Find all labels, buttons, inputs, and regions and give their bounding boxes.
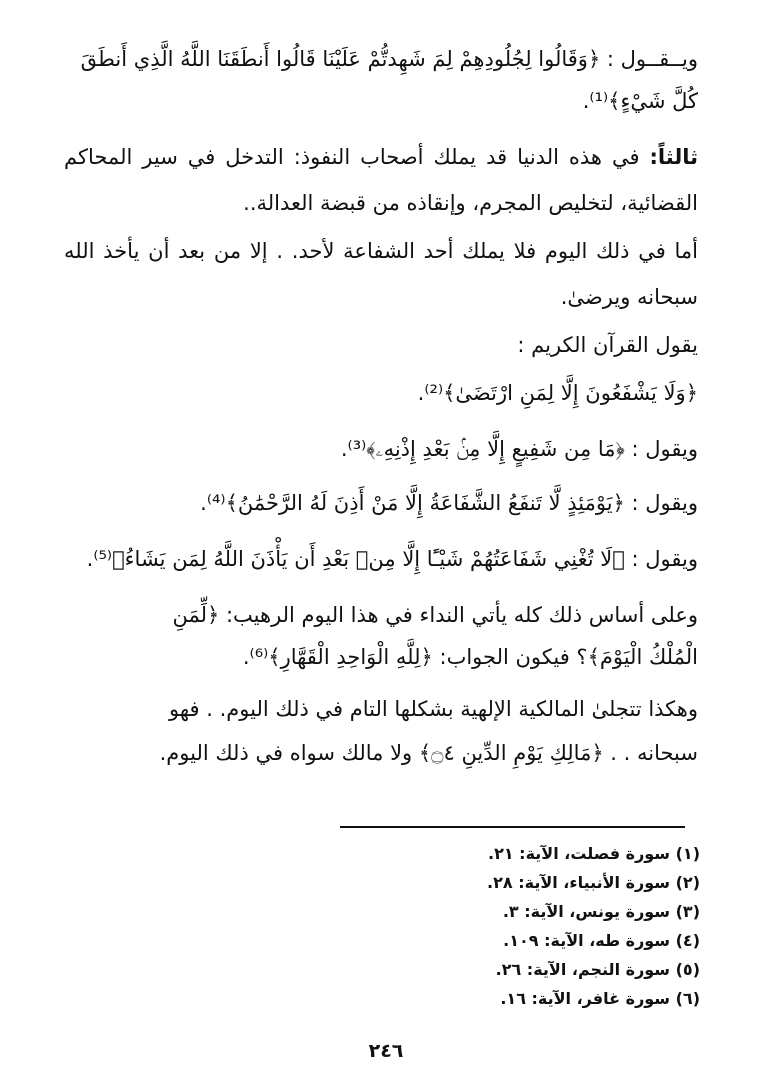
paragraph-that-day: أما في ذلك اليوم فلا يملك أحد الشفاعة لأحد. . إلا من بعد أن يأخذ الله سبحانه ويرضىٰ. [64, 239, 698, 309]
verse-2: ويقول : ﴿مَا مِن شَفِيعٍ إِلَّا مِنۢ بَعْدِ إِذْنِهِۦ﴾⁽³⁾. [340, 437, 698, 461]
paragraph-thirdly [64, 134, 698, 226]
footnote-1: (١) سورة فصلت، الآية: ٢١. [488, 844, 700, 863]
footnote-6: (٦) سورة غافر، الآية: ١٦. [500, 989, 700, 1008]
footnote-3: (٣) سورة يونس، الآية: ٣. [502, 902, 700, 921]
intro-quote-line-2: كُلَّ شَيْءٍ﴾⁽¹⁾. [582, 89, 698, 113]
manifest-line-2: سبحانه . . ﴿مَالِكِ يَوْمِ الدِّينِ ۝٤﴾ ولا مالك سواه في ذلك اليوم. [159, 741, 698, 765]
thirdly-label: ثالثاً: [649, 145, 698, 169]
footnote-2: (٢) سورة الأنبياء، الآية: ٢٨. [487, 873, 700, 892]
manifest-line-1: وهكذا تتجلىٰ المالكية الإلهية بشكلها التام في ذلك اليوم. . فهو [169, 697, 698, 721]
page-number: ٢٤٦ [368, 1040, 404, 1062]
footnote-5: (٥) سورة النجم، الآية: ٢٦. [495, 960, 700, 979]
verse-3: ويقول : ﴿يَوْمَئِذٍ لَّا تَنفَعُ الشَّفَاعَةُ إِلَّا مَنْ أَذِنَ لَهُ الرَّحْمَٰنُ﴾⁽⁴⁾. [200, 491, 698, 515]
intro-quote-line-1: ويــقــول : ﴿وَقَالُوا لِجُلُودِهِمْ لِمَ شَهِدتُّمْ عَلَيْنَا قَالُوا أَنطَقَنَا اللَّهُ الَّذِي أَنطَقَ [80, 47, 698, 71]
quran-says: يقول القرآن الكريم : [517, 333, 698, 357]
verse-4: ويقول : ﴿لَا تُغْنِي شَفَاعَتُهُمْ شَيْـًٔا إِلَّا مِنۢ بَعْدِ أَن يَأْذَنَ اللَّهُ لِمَن يَشَاءُ﴾⁽⁵⁾. [86, 547, 698, 571]
thirdly-text: في هذه الدنيا قد يملك أصحاب النفوذ: التدخل في سير المحاكم القضائية، لتخليص المجرم، وإنقاذه من قبضة العدالة.. [64, 145, 698, 215]
footnote-separator [340, 826, 685, 828]
verse-1: ﴿وَلَا يَشْفَعُونَ إِلَّا لِمَنِ ارْتَضَىٰ﴾⁽²⁾. [417, 381, 698, 405]
footnote-4: (٤) سورة طه، الآية: ١٠٩. [503, 931, 700, 950]
call-line-1: وعلى أساس ذلك كله يأتي النداء في هذا اليوم الرهيب: ﴿لِّمَنِ [172, 603, 698, 627]
call-line-2: الْمُلْكُ الْيَوْمَ﴾؟ فيكون الجواب: ﴿لِلَّهِ الْوَاحِدِ الْقَهَّارِ﴾⁽⁶⁾. [242, 645, 698, 669]
